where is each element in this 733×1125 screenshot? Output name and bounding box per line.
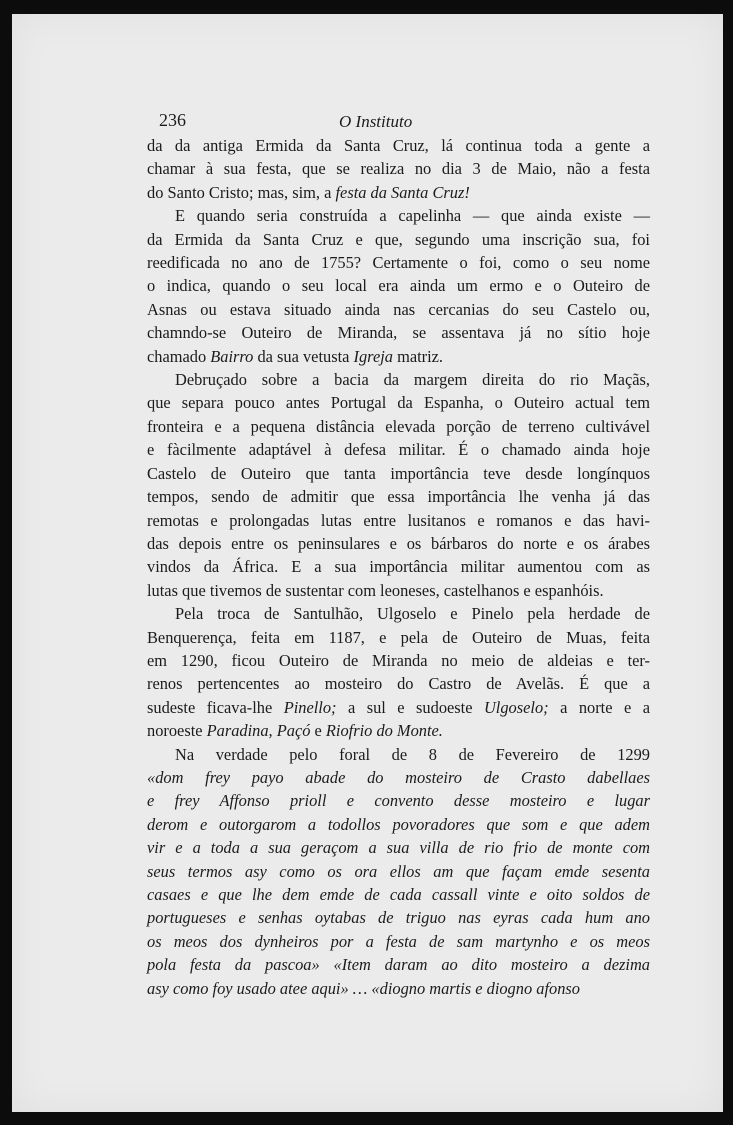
italic-span: Paradina, Paçó — [206, 721, 311, 741]
text-span: chamndo-se Outeiro de Miranda, se assentava já no sítio hoje — [147, 323, 650, 343]
text-line — [147, 672, 650, 695]
text-span: o indica, quando o seu local era ainda um ermo e o Outeiro de — [147, 276, 650, 296]
text-span: da da antiga Ermida da Santa Cruz, lá continua toda a gente a — [147, 136, 650, 155]
text-line — [147, 813, 650, 836]
text-span: reedificada no ano de 1755? Certamente o foi, como o seu nome — [147, 253, 650, 273]
text-line — [147, 555, 650, 578]
text-span: e fàcilmente adaptável à defesa militar. É o chamado ainda hoje — [147, 440, 650, 460]
text-span: renos pertencentes ao mosteiro do Castro de Avelãs. É que a — [147, 674, 650, 694]
text-line — [147, 251, 650, 274]
text-span: tempos, sendo de admitir que essa importância lhe venha já das — [147, 487, 650, 507]
text-span: matriz. — [392, 346, 444, 366]
text-line — [147, 906, 650, 929]
text-span: fronteira e a pequena distância elevada porção de terreno cultivável — [147, 416, 650, 436]
text-line — [147, 977, 650, 1000]
running-title: O Instituto — [339, 112, 413, 131]
text-span: que separa pouco antes Portugal da Espanha, o Outeiro actual tem — [147, 393, 650, 413]
text-span: Debruçado sobre a bacia da margem direita do rio Maçãs, — [175, 370, 650, 390]
text-span: chamado — [147, 346, 211, 366]
text-line — [147, 485, 650, 508]
text-span: sudeste ficava-lhe — [147, 697, 284, 717]
text-line — [147, 509, 650, 532]
text-line — [147, 134, 650, 157]
text-line — [147, 532, 650, 555]
text-line — [147, 391, 650, 414]
text-span: da sua vetusta — [253, 346, 354, 366]
text-line — [147, 462, 650, 485]
text-line — [147, 368, 650, 391]
text-line — [147, 438, 650, 461]
italic-span: «dom frey payo abade do mosteiro de Crasto dabellaes — [147, 767, 650, 787]
page-header — [159, 110, 662, 134]
text-line — [147, 719, 650, 742]
italic-span: Riofrio do Monte. — [325, 721, 443, 741]
text-line — [147, 157, 650, 180]
text-line — [147, 579, 650, 602]
italic-span: seus termos asy como os ora ellos am que façam emde sesenta — [147, 861, 650, 881]
italic-span: Igreja — [353, 346, 393, 366]
italic-span: e frey Affonso prioll e convento desse mosteiro e lugar — [147, 791, 650, 811]
text-span: lutas que tivemos de sustentar com leoneses, castelhanos e espanhóis. — [147, 580, 604, 600]
text-line — [147, 836, 650, 859]
body-text — [147, 134, 650, 1000]
text-span: Na verdade pelo foral de 8 de Fevereiro de 1299 — [175, 744, 650, 764]
text-line — [147, 953, 650, 976]
italic-span: Bairro — [210, 346, 254, 366]
text-line — [147, 274, 650, 297]
text-line — [147, 766, 650, 789]
text-line — [147, 204, 650, 227]
text-line — [147, 743, 650, 766]
text-span: Castelo de Outeiro que tanta importância teve desde longínquos — [147, 463, 650, 483]
text-line — [147, 181, 650, 204]
text-span: Benquerença, feita em 1187, e pela de Outeiro de Muas, feita — [147, 627, 650, 647]
italic-span: Ulgoselo; — [483, 697, 549, 717]
italic-span: portugueses e senhas oytabas de triguo nas eyras cada hum ano — [147, 908, 650, 928]
page-number: 236 — [159, 110, 186, 130]
text-span: do Santo Cristo; mas, sim, a — [147, 182, 336, 202]
text-span: Pela troca de Santulhão, Ulgoselo e Pinelo pela herdade de — [175, 604, 650, 624]
text-line — [147, 626, 650, 649]
text-span: vindos da África. E a sua importância militar aumentou com as — [147, 557, 650, 577]
text-span: da Ermida da Santa Cruz e que, segundo uma inscrição sua, foi — [147, 229, 650, 249]
text-span: a norte e a — [548, 697, 650, 717]
text-line — [147, 602, 650, 625]
text-line — [147, 321, 650, 344]
italic-span: vir e a toda a sua geraçom a sua villa de rio frio de monte com — [147, 838, 650, 858]
text-line — [147, 298, 650, 321]
text-line — [147, 345, 650, 368]
text-line — [147, 415, 650, 438]
text-line — [147, 789, 650, 812]
text-line — [147, 930, 650, 953]
text-span: noroeste — [147, 721, 207, 741]
text-line — [147, 860, 650, 883]
text-line — [147, 883, 650, 906]
text-span: Asnas ou estava situado ainda nas cercanias do seu Castelo ou, — [147, 299, 650, 319]
italic-span: asy como foy usado atee aqui» … «diogno martis e diogno afonso — [147, 978, 580, 998]
text-line — [147, 649, 650, 672]
italic-span: pola festa da pascoa» «Item daram ao dito mosteiro a dezima — [147, 955, 650, 975]
italic-span: derom e outorgarom a todollos povoradores que som e que adem — [147, 814, 650, 834]
text-line — [147, 696, 650, 719]
text-span: remotas e prolongadas lutas entre lusitanos e romanos e das havi- — [147, 510, 650, 530]
text-span: e — [310, 721, 326, 741]
text-span: a sul e sudoeste — [336, 697, 484, 717]
italic-span: casaes e que lhe dem emde de cada cassall vinte e oito soldos de — [147, 885, 650, 904]
text-span: chamar à sua festa, que se realiza no dia 3 de Maio, não a festa — [147, 159, 650, 179]
italic-span: festa da Santa Cruz! — [335, 182, 470, 202]
italic-span: os meos dos dynheiros por a festa de sam martynho e os meos — [147, 931, 650, 951]
text-span: das depois entre os peninsulares e os bárbaros do norte e os árabes — [147, 533, 650, 553]
text-span: E quando seria construída a capelinha — que ainda existe — — [175, 206, 650, 226]
text-span: em 1290, ficou Outeiro de Miranda no meio de aldeias e ter- — [147, 650, 650, 670]
italic-span: Pinello; — [283, 697, 337, 717]
text-line — [147, 228, 650, 251]
